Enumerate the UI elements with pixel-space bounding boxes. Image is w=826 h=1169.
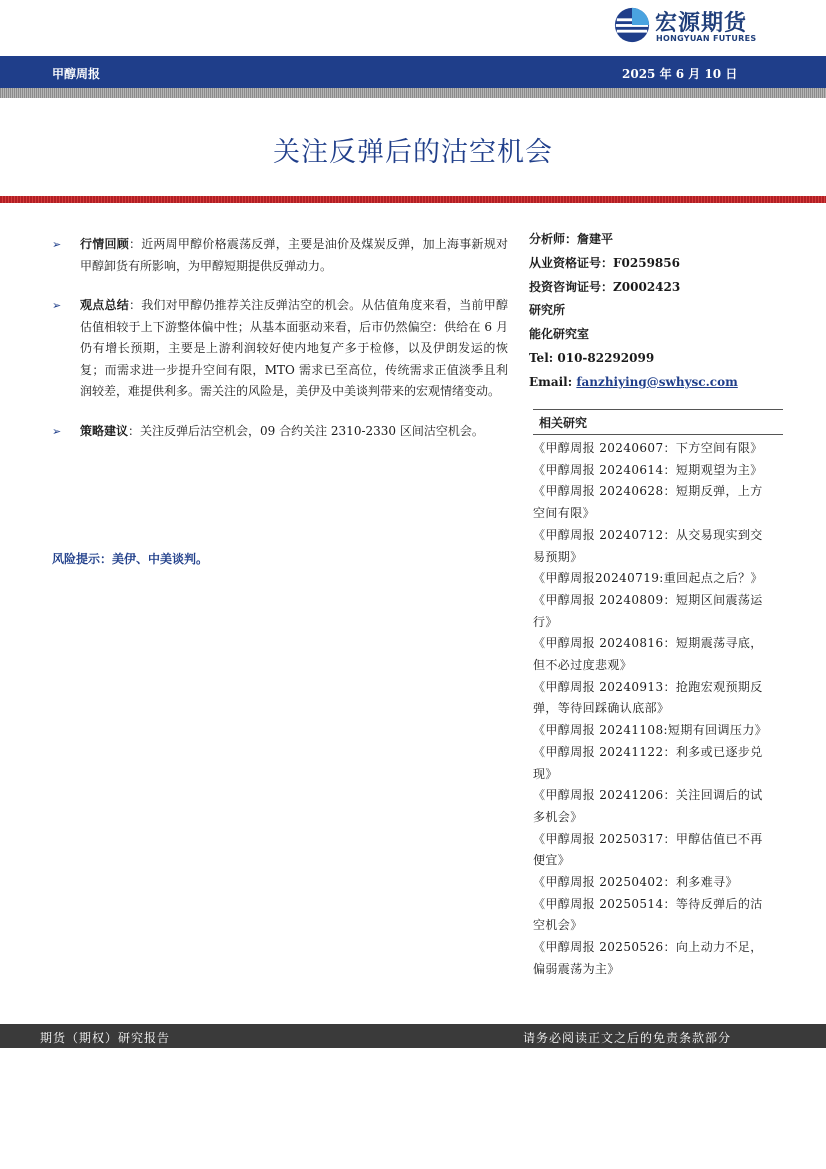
report-date: 2025 年 6 月 10 日: [622, 67, 738, 81]
related-item: 现》: [533, 766, 558, 781]
related-item: 但不必过度悲观》: [533, 658, 633, 673]
related-item: 多机会》: [533, 809, 583, 824]
email-link[interactable]: fanzhiying@swhysc.com: [576, 374, 738, 389]
arrow-bullet-icon: ➢: [52, 238, 62, 251]
bullet-label: 观点总结: [80, 298, 129, 312]
footer-report-type: 期货（期权）研究报告: [40, 1031, 171, 1045]
related-item: 易预期》: [533, 549, 583, 564]
dept: 研究所: [529, 303, 566, 318]
bullet-market-review: [52, 234, 508, 277]
advisory-label: 投资咨询证号：: [529, 279, 614, 294]
related-item: 偏弱震荡为主》: [533, 961, 620, 976]
related-research: [533, 409, 783, 981]
related-item: 《甲醇周报 20240628：短期反弹，上方: [533, 484, 763, 499]
brand-logo: [613, 4, 783, 48]
related-item: 弹，等待回踩确认底部》: [533, 701, 670, 716]
analyst-name: 詹建平: [577, 232, 614, 246]
related-item: 《甲醇周报 20240913：抢跑宏观预期反: [533, 679, 763, 694]
risk-warning: 风险提示：美伊、中美谈判。: [52, 552, 209, 566]
cert-row: [529, 252, 789, 276]
tel-value: 010-82292099: [557, 350, 655, 365]
related-item: 《甲醇周报 20240816：短期震荡寻底，: [533, 636, 763, 651]
related-item: 《甲醇周报 20241206：关注回调后的试: [533, 788, 763, 803]
related-item: 《甲醇周报 20240712：从交易现实到交: [533, 527, 763, 542]
bullet-text: ：近两周甲醇价格震荡反弹，主要是油价及煤炭反弹，加上海事新规对甲醇卸货有所影响，为甲醇短期提供反弹动力。: [80, 237, 508, 273]
bullet-view-summary: [52, 295, 508, 403]
related-item: 行》: [533, 614, 558, 629]
related-item: 《甲醇周报 20241122：利多或已逐步兑: [533, 744, 763, 759]
brand-name-en: HONGYUAN FUTURES: [656, 34, 757, 43]
advisory-value: Z0002423: [613, 279, 681, 294]
bullet-text: ：关注反弹后沽空机会，09 合约关注 2310-2330 区间沽空机会。: [128, 423, 484, 438]
related-item: 便宜》: [533, 853, 571, 868]
related-item: 《甲醇周报 20250317：甲醇估值已不再: [533, 831, 763, 846]
header-bar: [0, 56, 826, 88]
related-heading: 相关研究: [533, 409, 783, 435]
brand-name-cn: 宏源期货: [655, 11, 748, 36]
related-item: 《甲醇周报 20241108:短期有回调压力》: [533, 723, 768, 738]
cert-value: F0259856: [613, 255, 680, 270]
bullet-label: 行情回顾: [80, 237, 129, 251]
related-item: 《甲醇周报 20250526：向上动力不足，: [533, 940, 763, 955]
report-title: 关注反弹后的沽空机会: [273, 137, 553, 168]
analyst-row: [529, 228, 789, 252]
report-type: 甲醇周报: [52, 67, 101, 81]
related-item: 《甲醇周报 20240607：下方空间有限》: [533, 441, 763, 455]
logo-mark-icon: [613, 6, 651, 44]
related-item: 《甲醇周报 20240809：短期区间震荡运: [533, 592, 763, 607]
bullet-label: 策略建议: [80, 423, 129, 438]
advisory-row: [529, 276, 789, 300]
bullet-text: ：我们对甲醇仍推荐关注反弹沽空的机会。从估值角度来看，当前甲醇估值相较于上下游整体偏中性；从基本面驱动来看，后市仍然偏空：供给在 6 月仍有增长预期，主要是上游利润较好使内地复产多于检修，以及伊朗发运的恢复；而需求进一步提升空间有限，MTO 需求已至高位，传统需求正值淡季且利润较差，难提供利多。需关注的风险是，美伊及中美谈判带来的宏观情绪变动。: [80, 298, 508, 398]
title-divider: [0, 196, 826, 203]
tel-label: Tel:: [529, 350, 554, 365]
analyst-info: [529, 228, 789, 395]
footer-bar: [0, 1024, 826, 1048]
related-item: 《甲醇周报 20250514：等待反弹后的沽: [533, 896, 763, 911]
related-item: 《甲醇周报 20240614：短期观望为主》: [533, 462, 763, 477]
office: 能化研究室: [529, 327, 590, 342]
email-row: [529, 371, 789, 395]
arrow-bullet-icon: ➢: [52, 299, 62, 312]
summary-bullets: [52, 234, 508, 460]
header-stripe: [0, 88, 826, 98]
related-item: 《甲醇周报 20250402：利多难寻》: [533, 875, 738, 890]
email-label: Email:: [529, 374, 573, 389]
tel-row: [529, 347, 789, 371]
footer-disclaimer: 请务必阅读正文之后的免责条款部分: [523, 1031, 732, 1045]
related-item: 《甲醇周报20240719:重回起点之后？》: [533, 571, 763, 586]
arrow-bullet-icon: ➢: [52, 424, 62, 438]
bullet-strategy: [52, 421, 508, 443]
related-item: 空间有限》: [533, 506, 596, 521]
cert-label: 从业资格证号：: [529, 255, 614, 270]
related-item: 空机会》: [533, 918, 583, 933]
analyst-label: 分析师：: [529, 232, 578, 246]
related-list: [533, 438, 783, 981]
